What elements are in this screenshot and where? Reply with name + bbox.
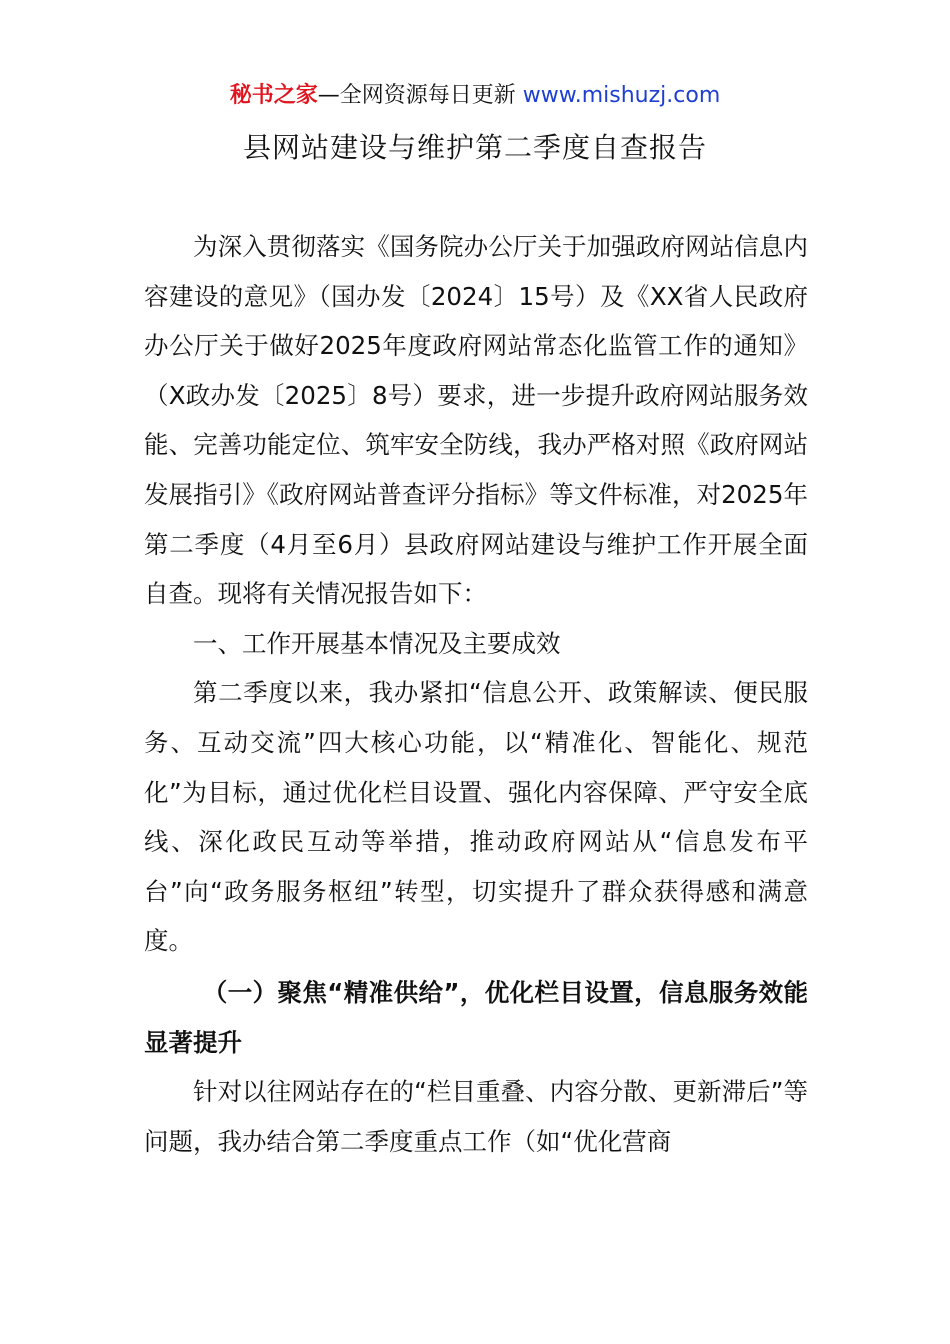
section-heading: 一、工作开展基本情况及主要成效 bbox=[193, 628, 561, 658]
brand-name: 秘书之家 bbox=[229, 83, 318, 108]
site-header bbox=[0, 80, 950, 112]
site-url-link[interactable]: www.mishuzj.com bbox=[522, 83, 721, 108]
subsection-paragraph: 针对以往网站存在的“栏目重叠、内容分散、更新滞后”等问题，我办结合第二季度重点工作（如“优化营商 bbox=[144, 1077, 808, 1156]
intro-paragraph: 为深入贯彻落实《国务院办公厅关于加强政府网站信息内容建设的意见》（国办发〔2024〕15号）及《XX省人民政府办公厅关于做好2025年度政府网站常态化监管工作的通知》（X政办发〔2025〕8号）要求，进一步提升政府网站服务效能、完善功能定位、筑牢安全防线，我办严格对照《政府网站发展指引》《政府网站普查评分指标》等文件标准，对2025年第二季度（4月至6月）县政府网站建设与维护工作开展全面自查。现将有关情况报告如下： bbox=[144, 232, 808, 609]
header-tagline: —全网资源每日更新 bbox=[317, 83, 523, 108]
section-paragraph: 第二季度以来，我办紧扣“信息公开、政策解读、便民服务、互动交流”四大核心功能，以“精准化、智能化、规范化”为目标，通过优化栏目设置、强化内容保障、严守安全底线、深化政民互动等举措，推动政府网站从“信息发布平台”向“政务服务枢纽”转型，切实提升了群众获得感和满意度。 bbox=[144, 678, 808, 956]
document-body bbox=[144, 222, 808, 1166]
document-title: 县网站建设与维护第二季度自查报告 bbox=[242, 131, 707, 164]
subsection-heading: （一）聚焦“精准供给”，优化栏目设置，信息服务效能显著提升 bbox=[144, 977, 808, 1057]
